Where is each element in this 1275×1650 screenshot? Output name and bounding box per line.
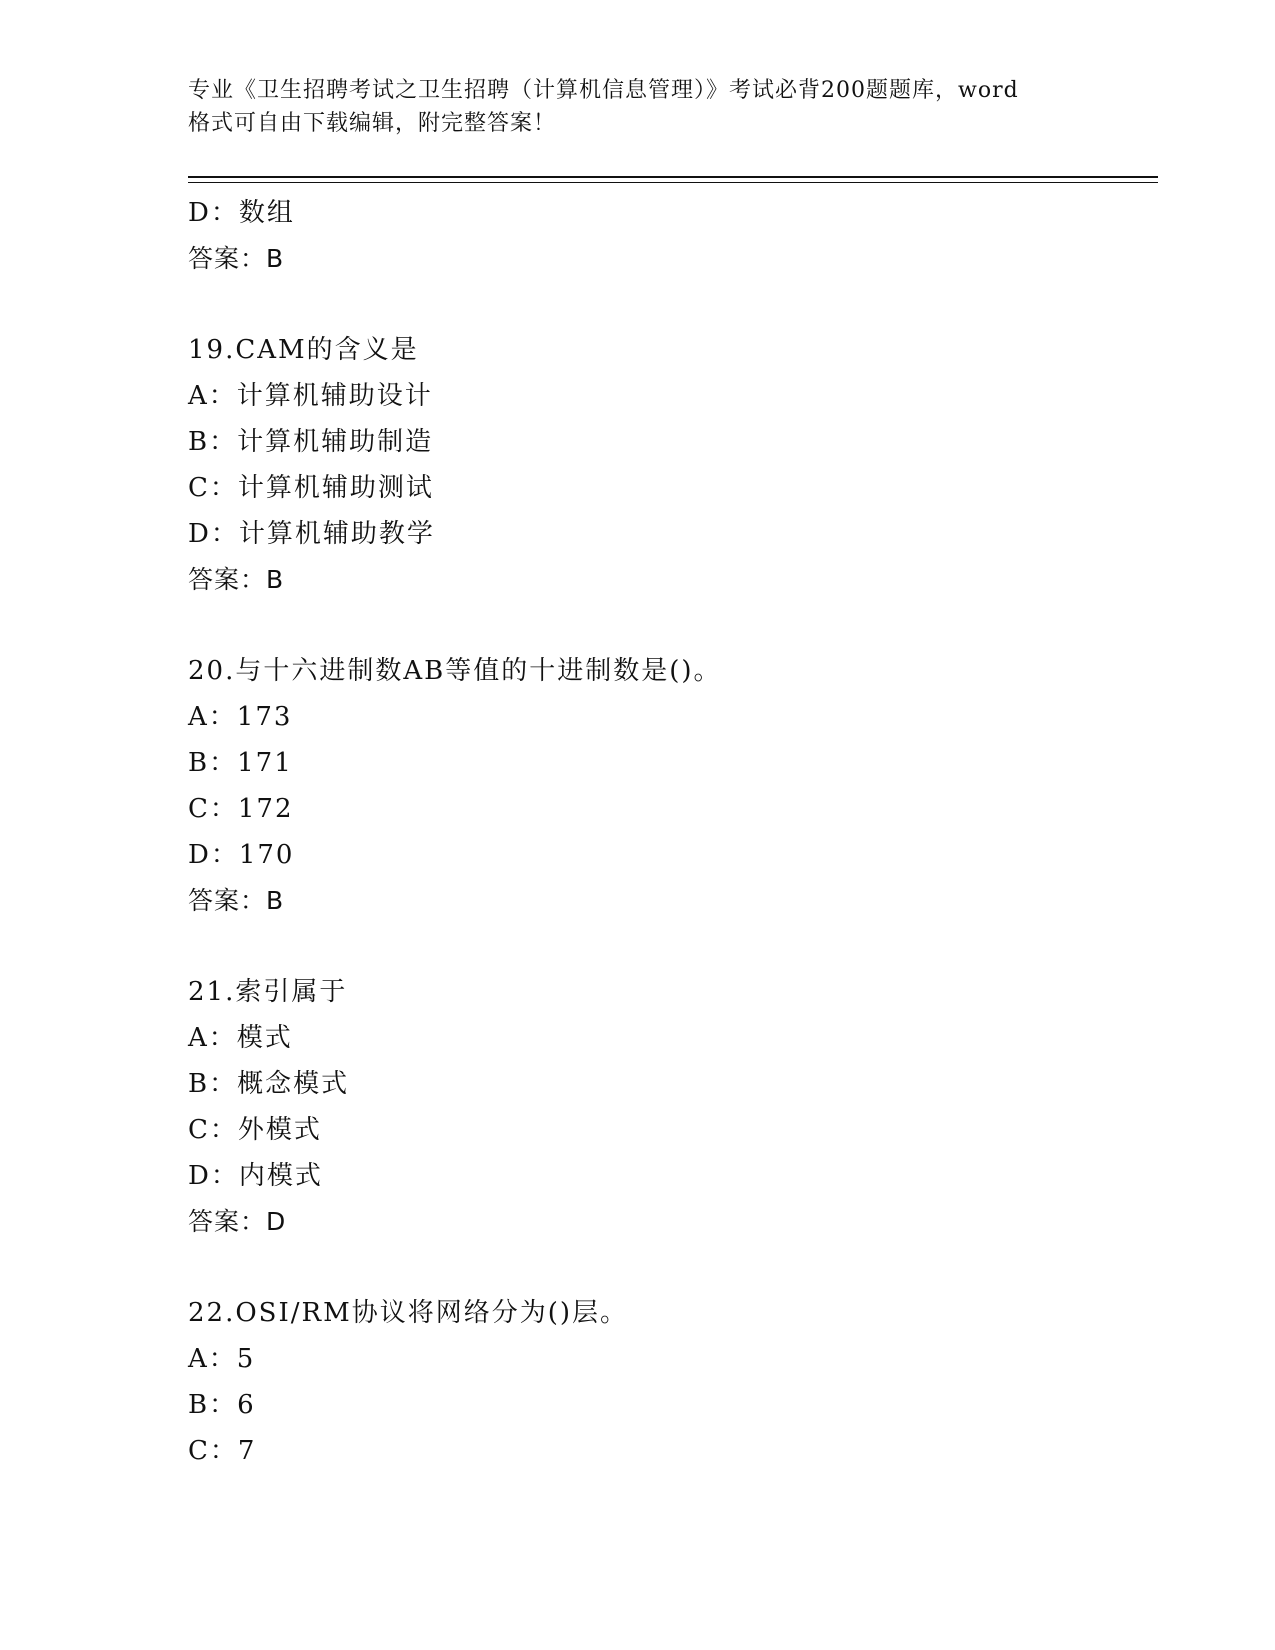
header-line-2: 格式可自由下载编辑，附完整答案！ xyxy=(188,111,557,136)
question-gap xyxy=(188,603,1148,648)
header-line-1: 专业《卫生招聘考试之卫生招聘（计算机信息管理）》考试必背200题题库，word xyxy=(188,78,1019,103)
question-stem: 21.索引属于 xyxy=(188,977,348,1007)
option-a: A：模式 xyxy=(188,1023,293,1053)
option-b: B：概念模式 xyxy=(188,1069,350,1099)
question-list xyxy=(188,190,1148,1474)
question-21 xyxy=(188,969,1148,1245)
header-divider-thin xyxy=(188,182,1158,183)
option-c: C：外模式 xyxy=(188,1115,322,1145)
option-a: A：173 xyxy=(188,702,293,732)
question-stem: 20.与十六进制数AB等值的十进制数是()。 xyxy=(188,656,722,686)
answer-line: 答案：D xyxy=(188,1207,287,1236)
question-stem: 22.OSI/RM协议将网络分为()层。 xyxy=(188,1298,628,1328)
question-20 xyxy=(188,648,1148,924)
option-d: D：内模式 xyxy=(188,1161,323,1191)
option-a: A：5 xyxy=(188,1344,256,1374)
option-d: D：计算机辅助教学 xyxy=(188,519,435,549)
option-c: C：计算机辅助测试 xyxy=(188,473,434,503)
question-19 xyxy=(188,327,1148,603)
question-gap xyxy=(188,282,1148,327)
question-22 xyxy=(188,1290,1148,1474)
answer-line: 答案：B xyxy=(188,886,285,915)
option-c: C：7 xyxy=(188,1436,257,1466)
option-c: C：172 xyxy=(188,794,294,824)
question-gap xyxy=(188,1245,1148,1290)
option-b: B：6 xyxy=(188,1390,256,1420)
header-divider-thick xyxy=(188,176,1158,178)
option-d: D：数组 xyxy=(188,198,295,228)
option-a: A：计算机辅助设计 xyxy=(188,381,433,411)
option-d: D：170 xyxy=(188,840,295,870)
answer-line: 答案：B xyxy=(188,565,285,594)
option-b: B：171 xyxy=(188,748,293,778)
option-b: B：计算机辅助制造 xyxy=(188,427,434,457)
question-stem: 19.CAM的含义是 xyxy=(188,335,419,365)
document-header xyxy=(188,74,1088,140)
question-gap xyxy=(188,924,1148,969)
answer-line: 答案：B xyxy=(188,244,285,273)
